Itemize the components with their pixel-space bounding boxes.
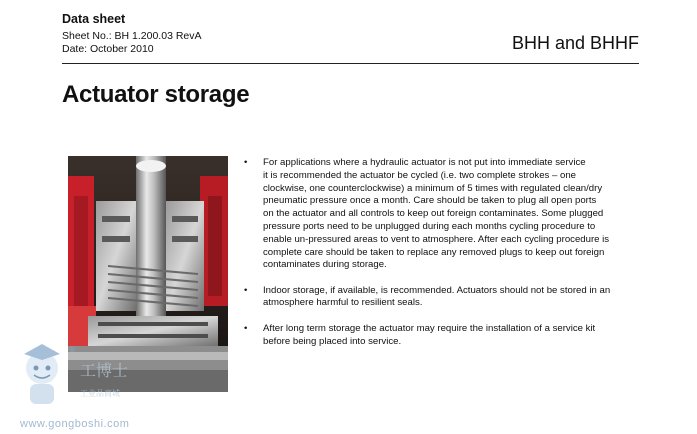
sheet-number: Sheet No.: BH 1.200.03 RevA [62,30,202,42]
bullet-line: contaminates during storage. [263,259,387,271]
bullet-line: on the actuator and all controls to keep out foreign contaminates. Some plugged [263,208,604,220]
bullet-item [244,285,639,311]
document-date: Date: October 2010 [62,43,154,55]
doc-type: Data sheet [62,12,126,26]
bullet-marker: • [244,284,248,296]
bullet-line: pressure ports need to be unplugged during each months cycling procedure to [263,220,596,232]
watermark-tagline: 工业品商城 [80,389,120,398]
bullet-line: clockwise, one counterclockwise) a minimum of 5 times with regulated clean/dry [263,182,603,194]
page-title: Actuator storage [62,81,250,108]
bullet-line: After long term storage the actuator may require the installation of a service kit [263,322,596,334]
mascot-icon [14,340,174,412]
bullet-line: before being placed into service. [263,335,402,347]
bullet-line: atmosphere harmful to resilient seals. [263,297,423,309]
watermark-url: www.gongboshi.com [20,418,130,430]
header-divider [62,63,639,64]
bullet-marker: • [244,157,248,168]
bullet-item [244,157,639,272]
bullet-line: pneumatic pressure once a month. Care should be taken to plug all open ports [263,195,597,207]
watermark-brand: 工博士 [80,361,129,380]
bullet-line: For applications where a hydraulic actuator is not put into immediate service [263,157,586,168]
bullet-line: it is recommended the actuator be cycled (i.e. two complete strokes – one [263,169,577,181]
bullet-marker: • [244,322,248,334]
bullet-line: complete care should be taken to replace any removed plugs to keep out foreign [263,246,605,258]
registered-mark: ® [68,345,76,354]
bullet-item [244,323,639,349]
product-name: BHH and BHHF [511,33,639,53]
bullet-line: enable un-pressured areas to vent to atmosphere. After each cycling procedure is [263,233,610,245]
bullet-line: Indoor storage, if available, is recommended. Actuators should not be stored in an [263,284,611,296]
watermark-logo [14,340,174,430]
storage-instructions [244,157,639,361]
